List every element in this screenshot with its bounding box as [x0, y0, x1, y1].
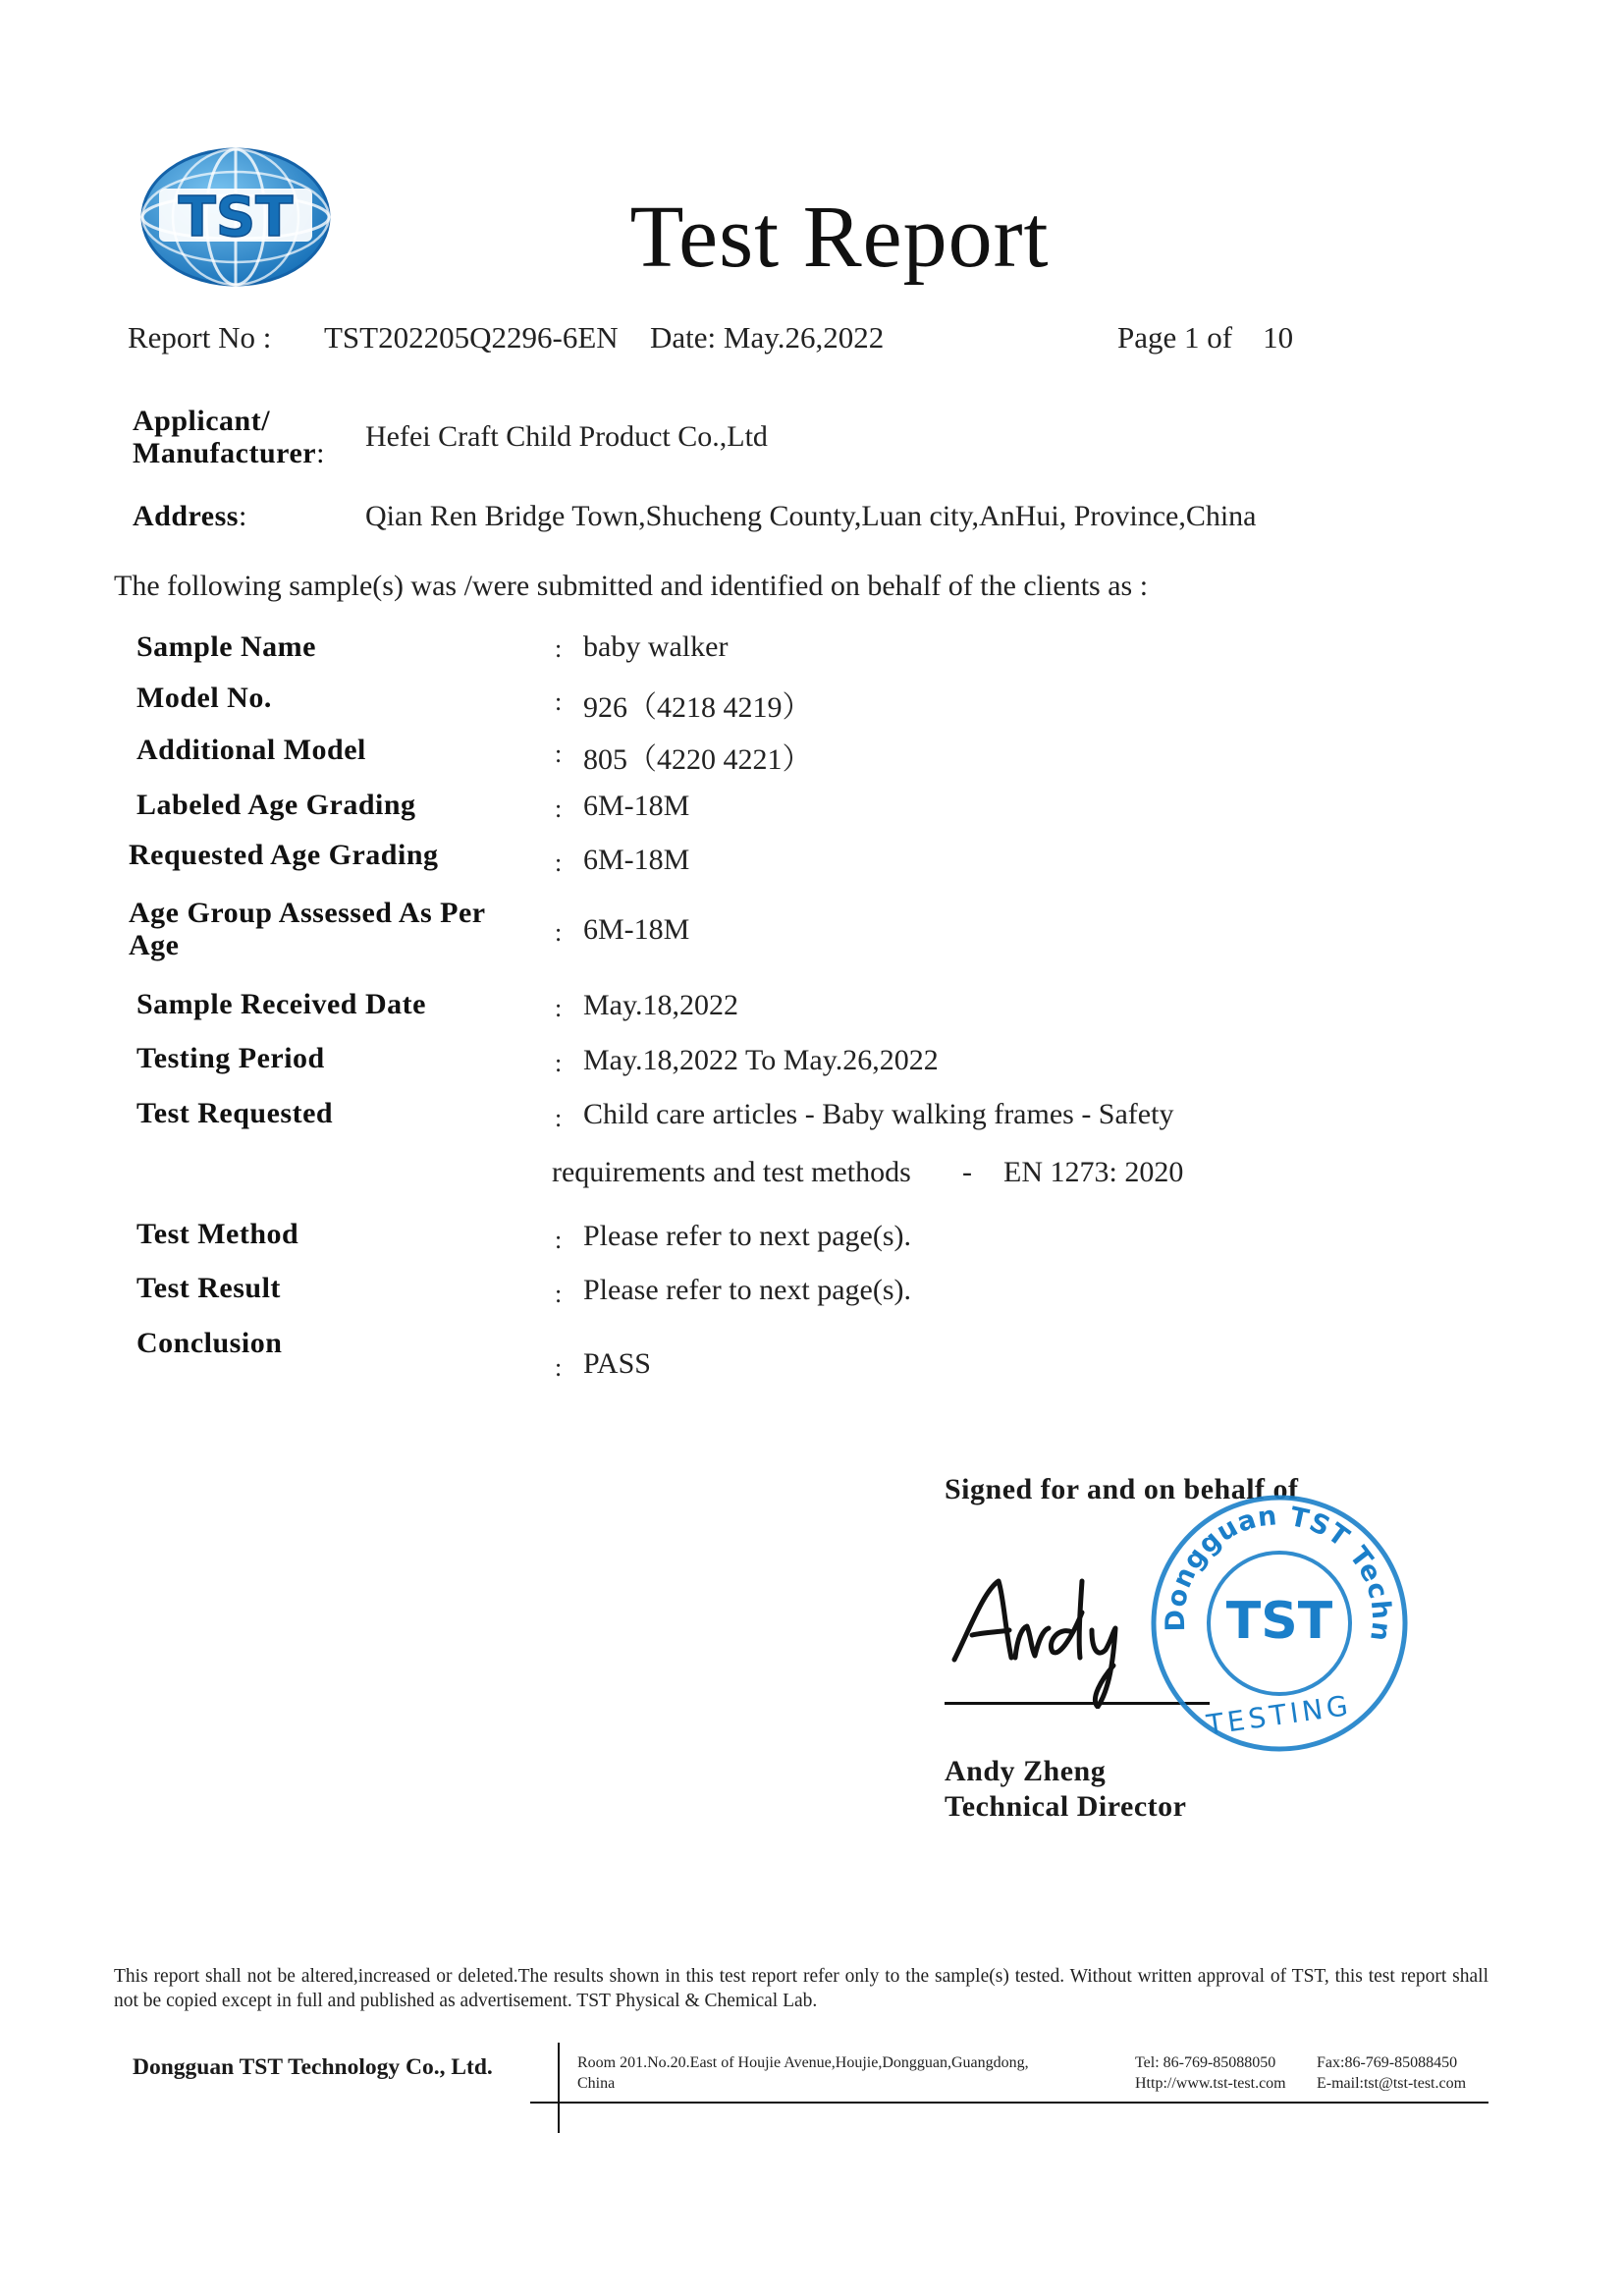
footer-divider-horizontal [530, 2102, 1488, 2104]
field-value-test-requested-standard: EN 1273: 2020 [1003, 1156, 1184, 1188]
field-value-model-no: 926（4218 4219） [583, 691, 812, 724]
footer-divider-vertical [558, 2043, 560, 2133]
field-value-test-requested-line2: requirements and test methods [552, 1156, 911, 1188]
field-value-sample-name: baby walker [583, 630, 729, 663]
field-colon: : [555, 687, 563, 716]
field-colon: : [555, 1280, 563, 1308]
disclaimer: This report shall not be altered,increased or deleted.The results shown in this test report refer only to the sample(s) tested. Without written approval of TST, this test report shall not be copied except in full and published as advertisement. TST Physical & Chemical Lab. [114, 1966, 1488, 2011]
address-label: Address: [133, 500, 247, 532]
field-value-test-requested-dash: - [962, 1156, 972, 1188]
field-label-test-requested: Test Requested [136, 1097, 334, 1129]
field-label-received-date: Sample Received Date [136, 988, 426, 1020]
field-label-testing-period: Testing Period [136, 1042, 325, 1074]
field-value-received-date: May.18,2022 [583, 989, 739, 1021]
report-no-label: Report No : [128, 320, 272, 355]
field-colon: : [555, 1104, 563, 1132]
field-value-conclusion: PASS [583, 1347, 651, 1380]
field-colon: : [555, 1226, 563, 1254]
signer-name: Andy Zheng [945, 1755, 1107, 1787]
footer-contact-right: Fax:86-769-85088450 E-mail:tst@tst-test.com [1317, 2054, 1467, 2092]
intro-text: The following sample(s) was /were submitted and identified on behalf of the clients as : [114, 570, 1149, 602]
field-colon: : [555, 794, 563, 823]
field-value-testing-period: May.18,2022 To May.26,2022 [583, 1044, 939, 1076]
field-value-test-method: Please refer to next page(s). [583, 1220, 912, 1252]
svg-text:TESTING: TESTING [1204, 1688, 1354, 1742]
field-label-test-method: Test Method [136, 1218, 299, 1250]
field-colon: : [555, 739, 563, 768]
signer-title: Technical Director [945, 1790, 1187, 1823]
field-label-labeled-age: Labeled Age Grading [136, 789, 416, 821]
field-colon: : [555, 634, 563, 663]
field-value-test-requested-line1: Child care articles - Baby walking frames - Safety [583, 1098, 1174, 1130]
address-value: Qian Ren Bridge Town,Shucheng County,Luan city,AnHui, Province,China [365, 500, 1257, 532]
field-colon: : [555, 994, 563, 1022]
svg-text:TST: TST [178, 186, 294, 249]
field-value-additional-model: 805（4220 4221） [583, 743, 812, 776]
report-date: Date: May.26,2022 [650, 320, 885, 355]
field-value-requested-age: 6M-18M [583, 844, 690, 876]
field-colon: : [555, 1049, 563, 1077]
field-label-conclusion: Conclusion [136, 1327, 283, 1359]
field-label-sample-name: Sample Name [136, 630, 316, 663]
applicant-value: Hefei Craft Child Product Co.,Ltd [365, 420, 768, 453]
field-label-requested-age: Requested Age Grading [129, 839, 439, 871]
field-value-age-group: 6M-18M [583, 913, 690, 946]
company-stamp [1147, 1491, 1412, 1756]
footer-contact-left: Tel: 86-769-85088050 Http://www.tst-test.com [1135, 2054, 1286, 2092]
field-value-labeled-age: 6M-18M [583, 790, 690, 822]
footer-address: Room 201.No.20.East of Houjie Avenue,Houjie,Dongguan,Guangdong, China [577, 2054, 1029, 2092]
footer-company: Dongguan TST Technology Co., Ltd. [133, 2054, 493, 2080]
applicant-label: Applicant/ Manufacturer: [133, 405, 325, 469]
field-label-test-result: Test Result [136, 1272, 281, 1304]
field-colon: : [555, 1353, 563, 1382]
svg-text:TST: TST [1225, 1592, 1333, 1651]
signature-heading: Signed for and on behalf of [945, 1473, 1299, 1505]
field-value-test-result: Please refer to next page(s). [583, 1274, 912, 1306]
page-number: Page 1 of 10 [1117, 320, 1294, 355]
field-colon: : [555, 848, 563, 877]
field-colon: : [555, 918, 563, 947]
svg-text:Dongguan TST Technology Co.,Lt: Dongguan TST Techn [1160, 1501, 1397, 1644]
field-label-additional-model: Additional Model [136, 734, 366, 766]
report-no-value: TST202205Q2296-6EN [324, 320, 619, 355]
field-label-model-no: Model No. [136, 682, 272, 714]
stamp-icon [1147, 1491, 1412, 1756]
field-label-age-group: Age Group Assessed As Per Age [129, 897, 486, 961]
page-title: Test Report [629, 189, 1050, 286]
